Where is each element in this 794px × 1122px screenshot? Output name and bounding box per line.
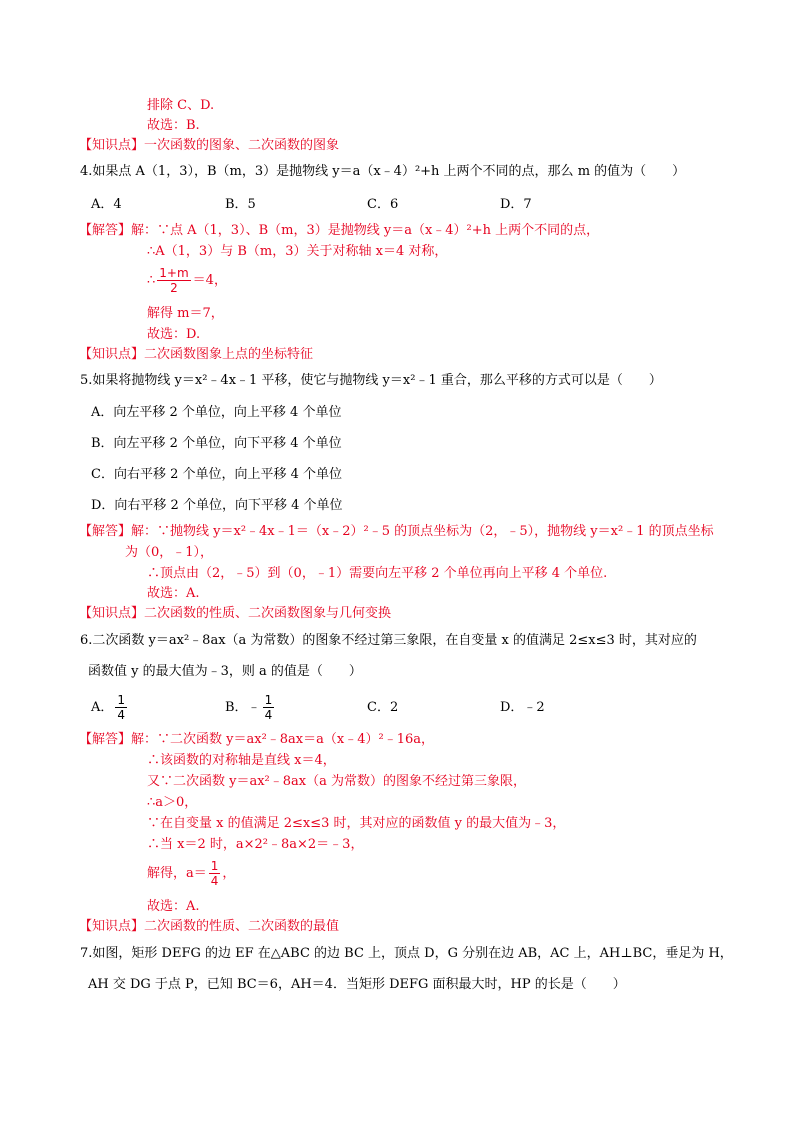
q4-solution-fraction-line bbox=[147, 264, 227, 298]
knowledge-tag: 【知识点】 bbox=[79, 606, 145, 621]
q6-knowledge-point bbox=[79, 918, 339, 936]
q4-solution-line: 解得 m＝7， bbox=[147, 306, 224, 321]
q6-stem: 6.二次函数 y＝ax²﹣8ax（a 为常数）的图象不经过第三象限，在自变量 x 的值满足 2≤x≤3 时，其对应的 bbox=[80, 633, 697, 648]
q5-solution-line: 故选：A. bbox=[147, 586, 200, 601]
answer-tag: 【解答】 bbox=[79, 223, 132, 238]
therefore-symbol: ∴ bbox=[147, 273, 156, 288]
solution-text: 解：∵点 A（1，3）、B（m，3）是抛物线 y＝a（x﹣4）²+h 上两个不同的点， bbox=[131, 223, 600, 238]
solution-text: ， bbox=[222, 866, 236, 881]
fraction-numerator: 1 bbox=[210, 859, 219, 873]
fraction-numerator: 1 bbox=[117, 693, 126, 707]
knowledge-tag: 【知识点】 bbox=[79, 138, 145, 153]
knowledge-tag: 【知识点】 bbox=[79, 919, 145, 934]
q4-option-a: A．4 bbox=[91, 197, 122, 212]
knowledge-text: 二次函数图象上点的坐标特征 bbox=[144, 347, 314, 362]
fraction bbox=[209, 859, 221, 888]
q5-solution-line: 为（0，﹣1）， bbox=[125, 545, 214, 560]
q4-solution-line: ∴A（1，3）与 B（m，3）关于对称轴 x＝4 对称， bbox=[147, 244, 448, 259]
q6-solution-line: ∴该函数的对称轴是直线 x＝4， bbox=[147, 753, 336, 768]
q5-option-d: D．向右平移 2 个单位，向下平移 4 个单位 bbox=[91, 498, 343, 513]
q5-option-b: B．向左平移 2 个单位，向下平移 4 个单位 bbox=[91, 436, 342, 451]
solution-text: 解：∵二次函数 y＝ax²﹣8ax＝a（x﹣4）²﹣16a， bbox=[131, 732, 434, 747]
q3-knowledge-point bbox=[79, 137, 339, 155]
q6-solution-line: ∴当 x＝2 时，a×2²﹣8a×2＝﹣3， bbox=[147, 837, 364, 852]
q4-option-d: D．7 bbox=[500, 197, 532, 212]
q4-answer-line bbox=[79, 222, 599, 240]
q6-stem-continued: 函数值 y 的最大值为﹣3，则 a 的值是（ ） bbox=[88, 664, 362, 679]
fraction-denominator: 4 bbox=[210, 874, 219, 888]
knowledge-text: 一次函数的图象、二次函数的图象 bbox=[144, 138, 340, 153]
q5-answer-line bbox=[79, 523, 714, 541]
knowledge-tag: 【知识点】 bbox=[79, 347, 145, 362]
q6-option-d: D．﹣2 bbox=[500, 700, 545, 715]
q4-solution-line: 故选：D. bbox=[147, 327, 201, 342]
q4-option-c: C．6 bbox=[367, 197, 399, 212]
equation-rest: ＝4， bbox=[192, 273, 227, 288]
solution-text: 解：∵抛物线 y＝x²﹣4x﹣1＝（x﹣2）²﹣5 的顶点坐标为（2，﹣5），抛物线 y＝x²﹣1 的顶点坐标 bbox=[131, 524, 714, 539]
knowledge-text: 二次函数的性质、二次函数图象与几何变换 bbox=[144, 606, 392, 621]
fraction bbox=[115, 693, 127, 722]
fraction-denominator: 4 bbox=[264, 708, 273, 722]
q3-solution-line: 排除 C、D. bbox=[147, 98, 215, 113]
q6-option-a bbox=[91, 690, 129, 726]
knowledge-text: 二次函数的性质、二次函数的最值 bbox=[144, 919, 340, 934]
q6-solution-line: ∴a＞0， bbox=[147, 795, 198, 810]
q7-stem-continued: AH 交 DG 于点 P，已知 BC＝6，AH＝4．当矩形 DEFG 面积最大时，HP 的长是（ ） bbox=[88, 977, 626, 992]
answer-tag: 【解答】 bbox=[79, 732, 132, 747]
q6-solution-line: 又∵二次函数 y＝ax²﹣8ax（a 为常数）的图象不经过第三象限， bbox=[147, 774, 527, 789]
q6-option-b bbox=[225, 690, 276, 726]
q5-option-c: C．向右平移 2 个单位，向上平移 4 个单位 bbox=[91, 467, 343, 482]
q6-solution-line: 故选：A. bbox=[147, 899, 200, 914]
q5-stem: 5.如果将抛物线 y＝x²﹣4x﹣1 平移，使它与抛物线 y＝x²﹣1 重合，那么平移的方式可以是（ ） bbox=[80, 373, 662, 388]
q6-solution-line: ∵在自变量 x 的值满足 2≤x≤3 时，其对应的函数值 y 的最大值为﹣3， bbox=[147, 816, 566, 831]
option-label: A． bbox=[91, 700, 114, 715]
option-label: B．﹣ bbox=[225, 700, 261, 715]
q4-knowledge-point bbox=[79, 346, 313, 364]
q6-answer-line bbox=[79, 731, 434, 749]
answer-tag: 【解答】 bbox=[79, 524, 132, 539]
solution-text: 解得，a＝ bbox=[147, 866, 207, 881]
fraction bbox=[263, 693, 275, 722]
q4-stem: 4.如果点 A（1，3），B（m，3）是抛物线 y＝a（x﹣4）²+h 上两个不同的点，那么 m 的值为（ ） bbox=[80, 164, 686, 179]
fraction-numerator: 1+m bbox=[159, 266, 189, 280]
q7-stem: 7.如图，矩形 DEFG 的边 EF 在△ABC 的边 BC 上，顶点 D，G 分别在边 AB，AC 上，AH⊥BC，垂足为 H， bbox=[80, 946, 733, 961]
fraction bbox=[157, 266, 190, 295]
q6-solution-fraction-line bbox=[147, 856, 235, 892]
q5-knowledge-point bbox=[79, 605, 391, 623]
q3-solution-line: 故选：B. bbox=[147, 118, 200, 133]
q4-option-b: B．5 bbox=[225, 197, 256, 212]
q6-option-c: C．2 bbox=[367, 700, 399, 715]
fraction-denominator: 4 bbox=[117, 708, 126, 722]
q5-option-a: A．向左平移 2 个单位，向上平移 4 个单位 bbox=[91, 405, 342, 420]
fraction-numerator: 1 bbox=[264, 693, 273, 707]
fraction-denominator: 2 bbox=[170, 281, 178, 295]
q5-solution-line: ∴顶点由（2，﹣5）到（0，﹣1）需要向左平移 2 个单位再向上平移 4 个单位. bbox=[147, 566, 608, 581]
